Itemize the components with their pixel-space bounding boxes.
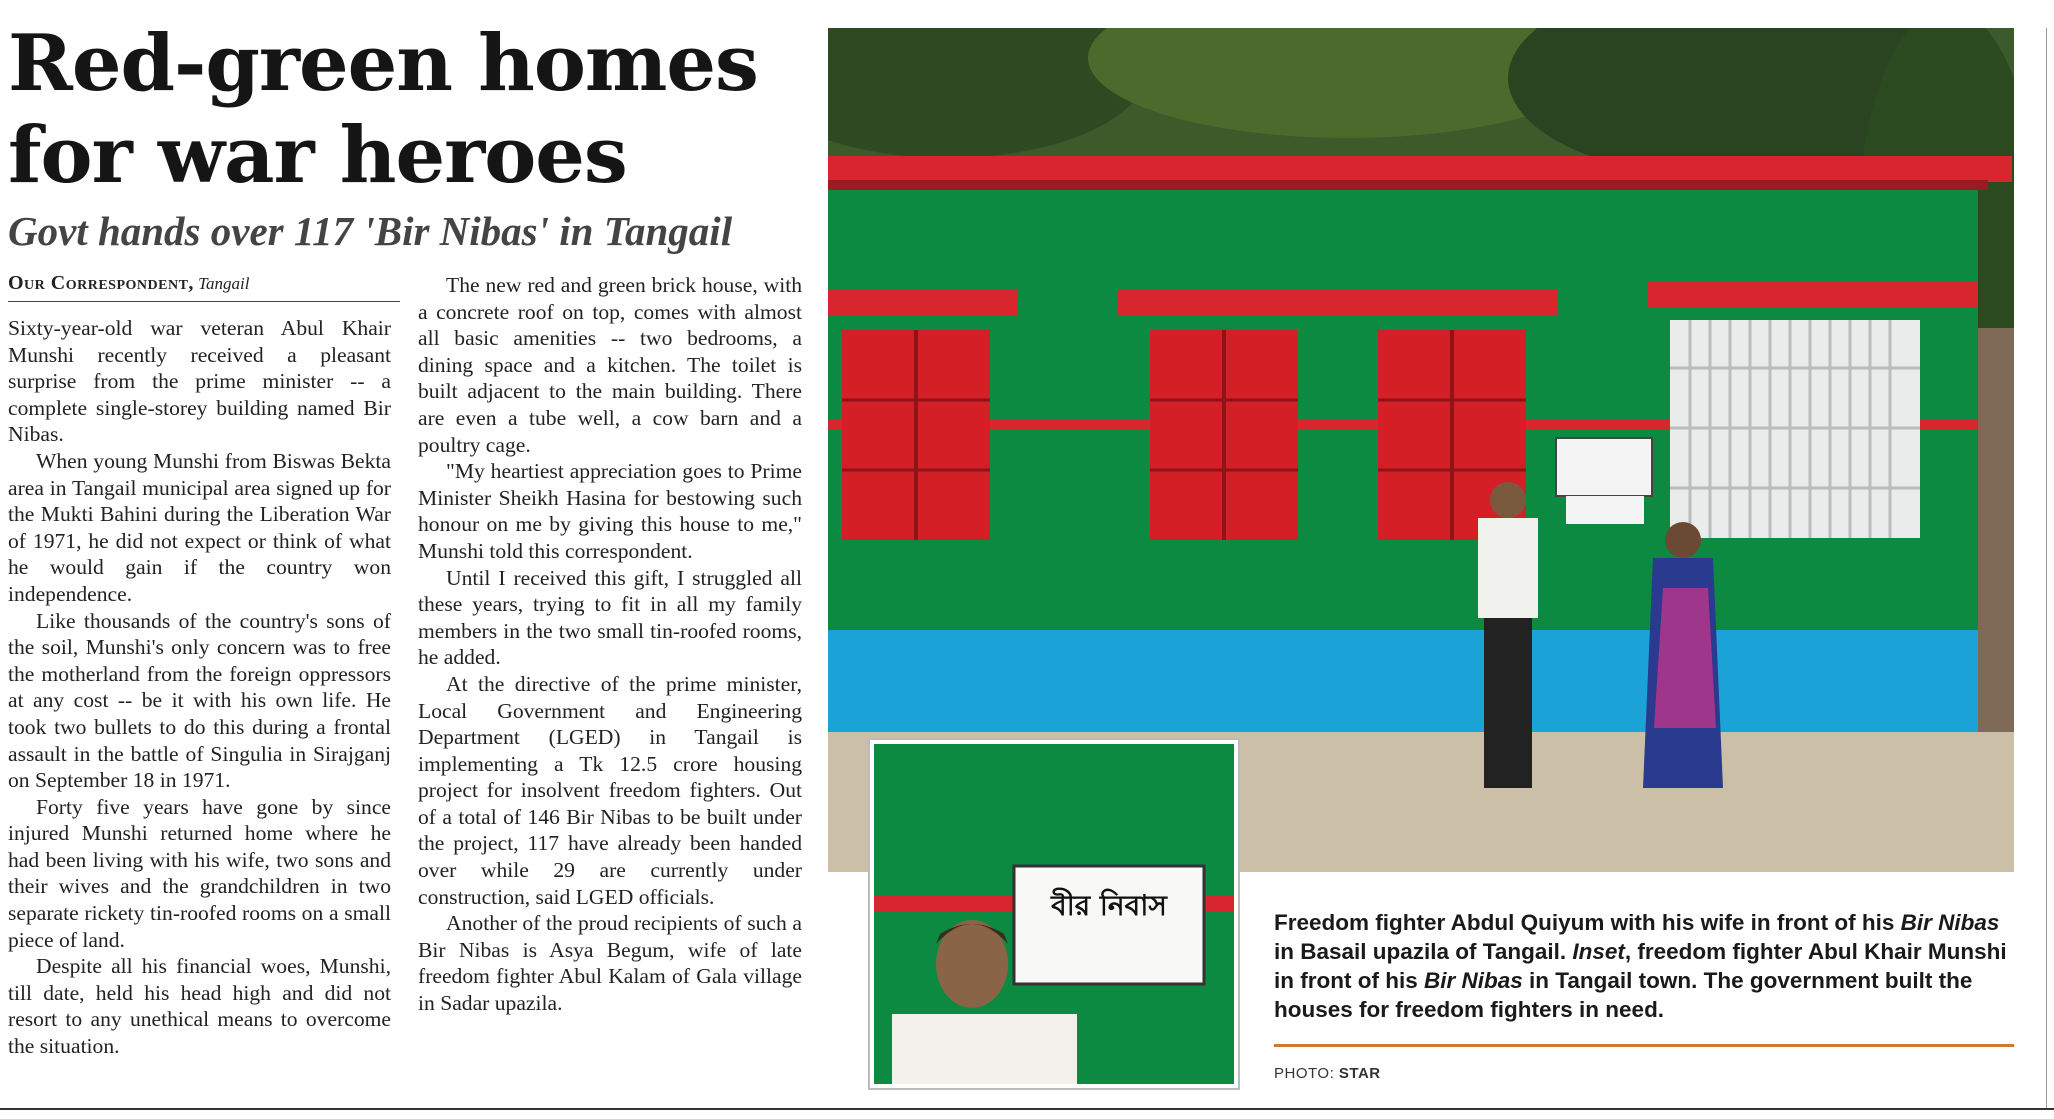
caption-text: Freedom fighter Abdul Quiyum with his wife in front of his bbox=[1274, 910, 1901, 935]
paragraph: At the directive of the prime minister, Local Government and Engineering Department (LGED) in Tangail is implementing a Tk 12.5 crore housing project for insolvent freedom fighters. Out of a total of 146 Bir Nibas to be built under the project, 117 have already been handed over while 29 are currently under construction, said LGED officials. bbox=[418, 671, 802, 909]
paragraph: Another of the proud recipients of such a Bir Nibas is Asya Begum, wife of late freedom fighter Abul Kalam of Gala village in Sadar upazila. bbox=[418, 911, 802, 1016]
article-column-1 bbox=[8, 315, 391, 1060]
inset-sign-text: বীর নিবাস bbox=[1051, 889, 1167, 922]
paragraph: Forty five years have gone by since injured Munshi returned home where he had been living with his wife, two sons and their wives and the grandchildren in two separate rickety tin-roofed rooms on a small piece of land. bbox=[8, 794, 391, 952]
headline bbox=[8, 18, 808, 202]
photo-caption bbox=[1274, 908, 2024, 1024]
subheadline: Govt hands over 117 'Bir Nibas' in Tangail bbox=[8, 208, 733, 254]
caption-italic: Bir Nibas bbox=[1900, 910, 2000, 935]
page-edge-rule bbox=[2046, 28, 2047, 1108]
caption-italic: Inset bbox=[1572, 939, 1625, 964]
paragraph: The new red and green brick house, with a concrete roof on top, comes with almost all basic amenities -- two bedrooms, a dining space and a kitchen. The toilet is built adjacent to the main building. There are even a tube well, a cow barn and a poultry cage. bbox=[418, 273, 802, 457]
credit-source: STAR bbox=[1338, 1065, 1381, 1082]
headline-line-1: Red-green homes bbox=[8, 18, 758, 109]
photo-credit bbox=[1274, 1065, 1381, 1082]
article-column-2 bbox=[418, 272, 802, 1017]
bottom-rule bbox=[0, 1108, 2054, 1110]
caption-text: in Tangail town. The government built the houses for freedom fighters in need. bbox=[1274, 968, 1973, 1022]
paragraph: Until I received this gift, I struggled all these years, trying to fit in all my family members in the two small tin-roofed rooms, he added. bbox=[418, 565, 802, 670]
caption-divider bbox=[1274, 1044, 2014, 1047]
paragraph: Despite all his financial woes, Munshi, till date, held his head high and did not resort to any unethical means to overcome the situation. bbox=[8, 954, 391, 1059]
paragraph: Sixty-year-old war veteran Abul Khair Munshi recently received a pleasant surprise from the prime minister -- a complete single-storey building named Bir Nibas. bbox=[8, 316, 391, 447]
byline-name: Our Correspondent, bbox=[8, 272, 194, 294]
caption-text: , freedom fighter Abul Khair Munshi in front of his bbox=[1274, 939, 2007, 993]
byline-location: Tangail bbox=[198, 274, 250, 293]
caption-italic: Bir Nibas bbox=[1423, 968, 1523, 993]
caption-text: in Basail upazila of Tangail. bbox=[1274, 939, 1573, 964]
headline-line-2: for war heroes bbox=[8, 110, 627, 201]
paragraph: "My heartiest appreciation goes to Prime Minister Sheikh Hasina for bestowing such honour on me by giving this house to me," Munshi told this correspondent. bbox=[418, 459, 802, 563]
byline bbox=[8, 272, 400, 302]
paragraph: Like thousands of the country's sons of the soil, Munshi's only concern was to free the motherland from the foreign oppressors at any cost -- be it with his own life. He took two bullets to do this during a frontal assault in the battle of Singulia in Sirajganj on September 18 in 1971. bbox=[8, 608, 391, 793]
inset-photo bbox=[870, 740, 1238, 1088]
credit-label: PHOTO: bbox=[1274, 1065, 1335, 1082]
paragraph: When young Munshi from Biswas Bekta area in Tangail municipal area signed up for the Mukti Bahini during the Liberation War of 1971, he did not expect or think of what he would gain if the country won independence. bbox=[8, 448, 391, 606]
